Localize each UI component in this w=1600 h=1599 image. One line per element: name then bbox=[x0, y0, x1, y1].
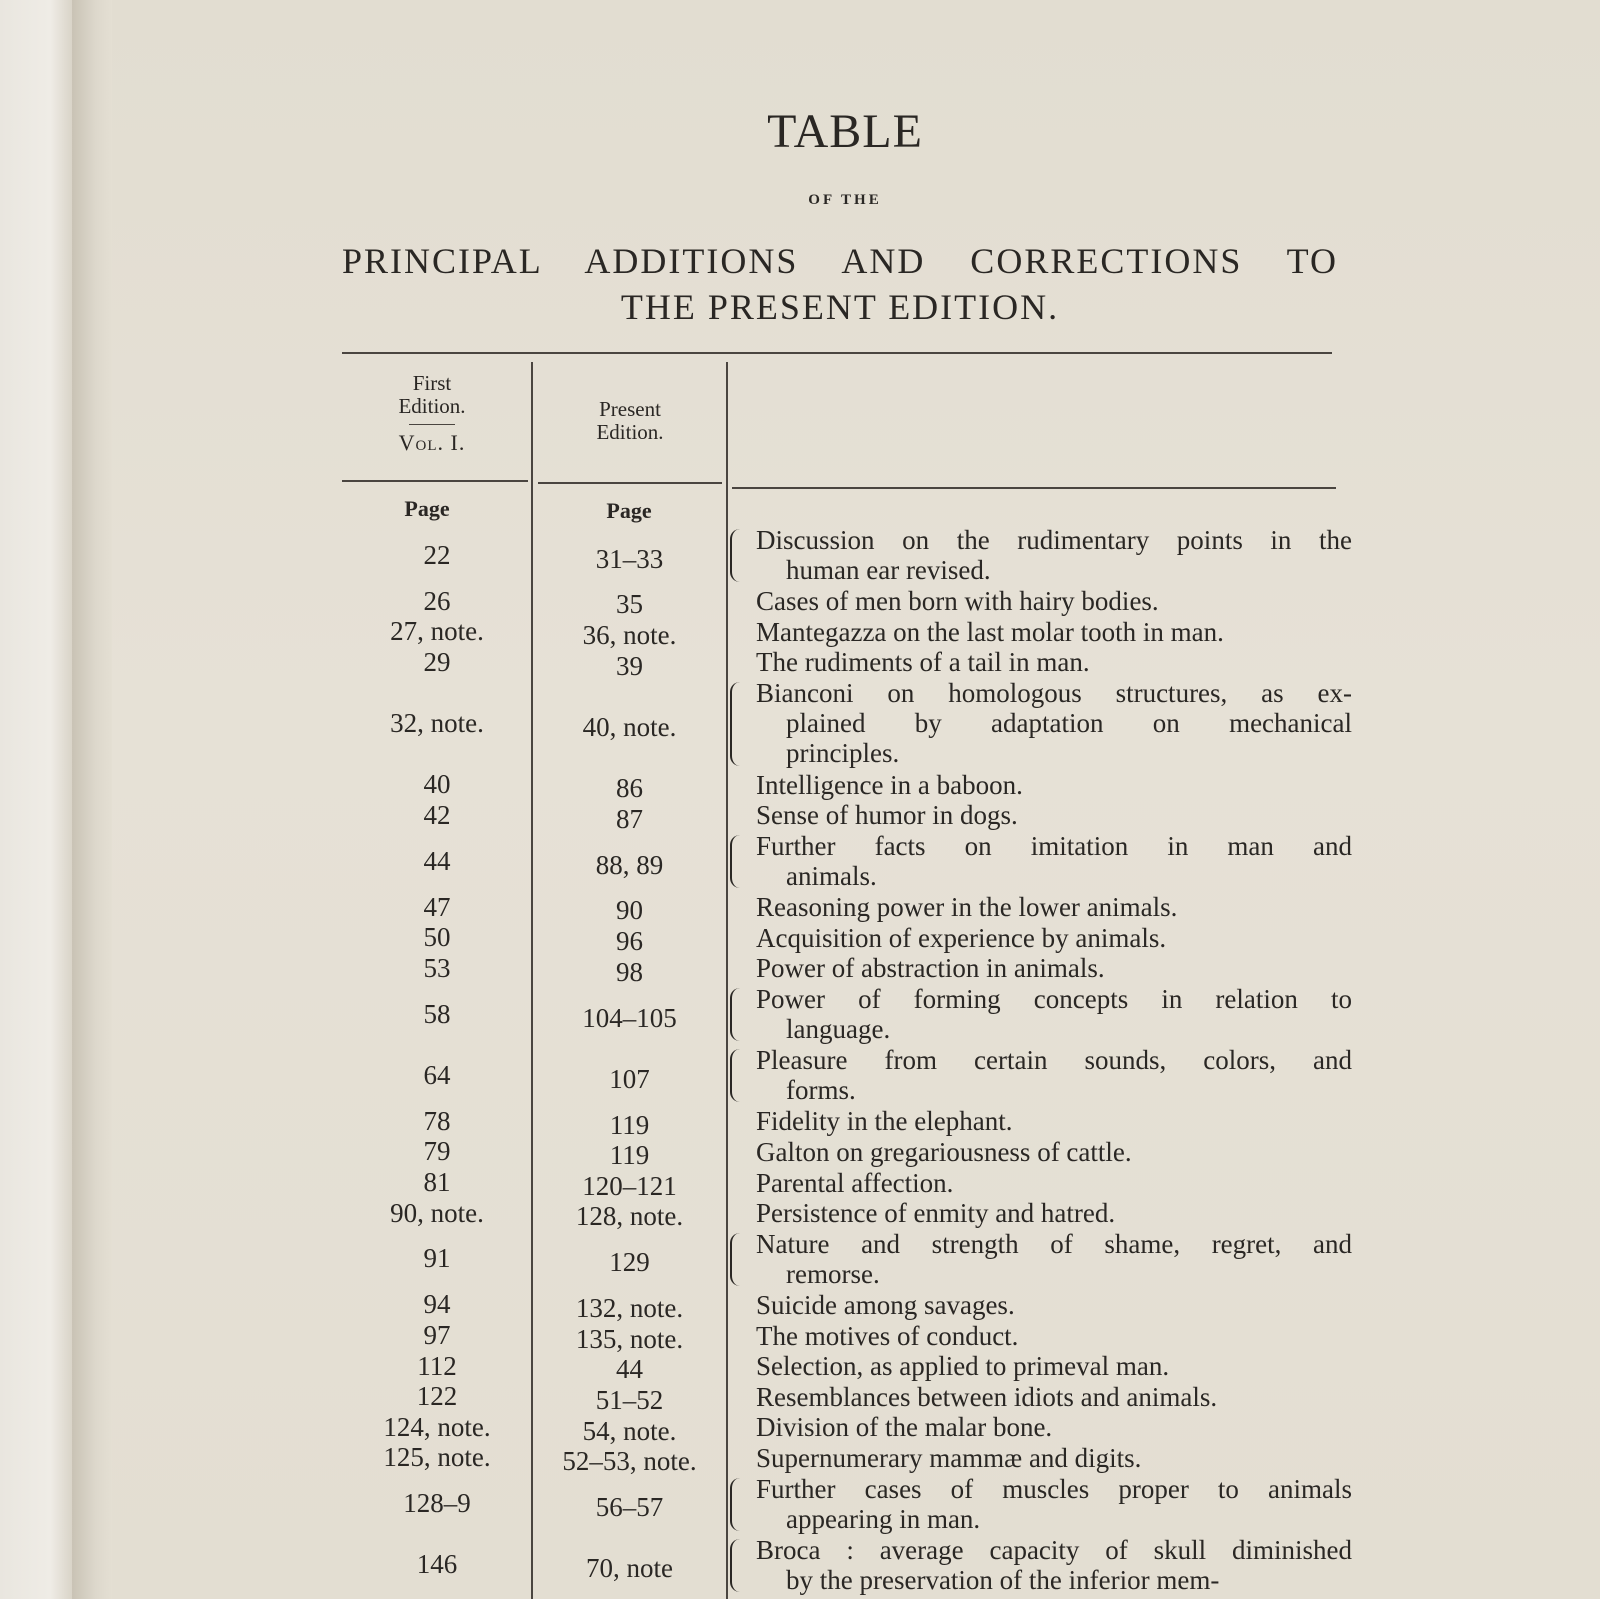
header-rule-1 bbox=[342, 480, 528, 482]
entry-description bbox=[756, 525, 1352, 585]
entry-description bbox=[756, 1443, 1352, 1473]
present-edition-label: Present Edition. bbox=[596, 397, 664, 444]
description-line: Parental affection. bbox=[756, 1167, 954, 1198]
description-line: appearing in man. bbox=[786, 1503, 981, 1534]
first-edition-page: 44 bbox=[423, 845, 451, 876]
present-edition-page: 70, note bbox=[586, 1553, 673, 1584]
table-row bbox=[342, 1105, 1352, 1140]
table-row bbox=[342, 525, 1352, 586]
description-line: Acquisition of experience by animals. bbox=[756, 922, 1167, 953]
entry-description bbox=[756, 647, 1352, 677]
first-edition-page: 97 bbox=[423, 1319, 451, 1350]
title-connector: OF THE bbox=[808, 192, 882, 208]
first-edition-page: 79 bbox=[423, 1136, 451, 1167]
description-line: Selection, as applied to primeval man. bbox=[756, 1351, 1170, 1382]
description-line: Power of forming concepts in relation to bbox=[756, 984, 1352, 1014]
first-edition-page: 64 bbox=[423, 1059, 451, 1090]
description-line: Sense of humor in dogs. bbox=[756, 800, 1018, 831]
description-line: The motives of conduct. bbox=[756, 1320, 1019, 1351]
first-edition-page: 122 bbox=[416, 1381, 458, 1412]
brace-icon bbox=[730, 1233, 746, 1286]
table-row bbox=[342, 1229, 1352, 1290]
entry-description bbox=[756, 770, 1352, 800]
entry-description bbox=[756, 1474, 1352, 1534]
description-line: Further cases of muscles proper to animals bbox=[756, 1473, 1352, 1504]
description-line: animals. bbox=[786, 861, 877, 891]
entry-description bbox=[756, 1106, 1352, 1136]
table-row bbox=[342, 678, 1352, 770]
table-row bbox=[342, 1350, 1352, 1385]
entry-description bbox=[756, 800, 1352, 830]
present-edition-page: 119 bbox=[609, 1140, 650, 1171]
page-header-present: Page bbox=[606, 498, 652, 523]
entry-description bbox=[756, 1535, 1352, 1595]
table-row bbox=[342, 922, 1352, 957]
first-edition-header bbox=[352, 372, 512, 454]
first-edition-page: 125, note. bbox=[383, 1442, 491, 1473]
entry-description bbox=[756, 831, 1352, 891]
entry-description bbox=[756, 678, 1352, 768]
entry-description bbox=[756, 1321, 1352, 1351]
entry-description bbox=[756, 1137, 1352, 1167]
first-edition-page: 81 bbox=[423, 1166, 451, 1197]
description-line: Intelligence in a baboon. bbox=[756, 769, 1023, 800]
description-line: language. bbox=[786, 1014, 891, 1044]
table-row bbox=[342, 1411, 1352, 1446]
table-row bbox=[342, 769, 1352, 804]
brace-icon bbox=[730, 1539, 746, 1592]
brace-icon bbox=[730, 1049, 746, 1102]
entry-description bbox=[756, 984, 1352, 1044]
entry-description bbox=[756, 892, 1352, 922]
present-edition-page: 87 bbox=[616, 803, 643, 834]
present-edition-page: 40, note. bbox=[582, 711, 677, 742]
first-edition-page: 91 bbox=[423, 1243, 451, 1274]
present-edition-page: 54, note. bbox=[582, 1415, 677, 1446]
description-line: Division of the malar bone. bbox=[756, 1412, 1053, 1443]
brace-icon bbox=[730, 988, 746, 1041]
entry-description bbox=[756, 1290, 1352, 1320]
present-edition-page: 90 bbox=[616, 895, 643, 926]
header-rule-2 bbox=[538, 482, 722, 484]
first-edition-page: 112 bbox=[417, 1350, 457, 1381]
brace-icon bbox=[730, 835, 746, 888]
present-edition-page: 128, note. bbox=[575, 1201, 684, 1232]
first-edition-page: 50 bbox=[423, 922, 451, 953]
present-edition-page: 120–121 bbox=[582, 1170, 677, 1201]
first-edition-page: 53 bbox=[423, 952, 451, 983]
description-line: Broca : average capacity of skull diminished bbox=[756, 1534, 1352, 1565]
page-title: TABLE bbox=[767, 105, 923, 158]
table-row bbox=[342, 1321, 1352, 1352]
entry-description bbox=[756, 1045, 1352, 1105]
present-edition-header bbox=[560, 398, 700, 444]
present-edition-page: 119 bbox=[609, 1109, 650, 1140]
top-rule bbox=[342, 352, 1332, 354]
table-row bbox=[342, 646, 1352, 681]
entry-description bbox=[756, 1351, 1352, 1381]
brace-icon bbox=[730, 1478, 746, 1531]
brace-icon bbox=[730, 529, 746, 582]
description-line: Cases of men born with hairy bodies. bbox=[756, 586, 1159, 617]
present-edition-page: 96 bbox=[616, 926, 643, 957]
first-edition-page: 124, note. bbox=[383, 1411, 491, 1442]
table-row bbox=[342, 984, 1352, 1045]
table-row bbox=[342, 1168, 1352, 1199]
brace-icon bbox=[730, 682, 746, 766]
entry-description bbox=[756, 1229, 1352, 1289]
page-header-first: Page bbox=[404, 496, 450, 521]
table-row bbox=[342, 616, 1352, 651]
present-edition-page: 104–105 bbox=[582, 1002, 677, 1033]
description-line: Suicide among savages. bbox=[756, 1290, 1015, 1320]
description-line: Further facts on imitation in man and bbox=[756, 831, 1352, 861]
present-edition-page: 31–33 bbox=[595, 543, 664, 574]
present-edition-page: 56–57 bbox=[595, 1492, 664, 1523]
header-small-rule bbox=[409, 424, 455, 425]
description-line: Persistence of enmity and hatred. bbox=[756, 1198, 1116, 1229]
first-edition-page: 27, note. bbox=[390, 616, 484, 647]
first-edition-page: 146 bbox=[416, 1549, 458, 1580]
entry-description bbox=[756, 1198, 1352, 1228]
first-edition-page: 26 bbox=[423, 585, 451, 616]
first-edition-page: 90, note. bbox=[390, 1197, 484, 1228]
first-edition-page: 47 bbox=[423, 891, 451, 922]
table-row bbox=[342, 1045, 1352, 1106]
table-row bbox=[342, 1197, 1352, 1232]
entry-description bbox=[756, 1412, 1352, 1442]
entry-description bbox=[756, 953, 1352, 983]
table-row bbox=[342, 1136, 1352, 1171]
description-line: human ear revised. bbox=[786, 555, 991, 585]
description-line: Reasoning power in the lower animals. bbox=[756, 892, 1178, 923]
entry-description bbox=[756, 1168, 1352, 1198]
present-edition-page: 132, note. bbox=[575, 1293, 684, 1324]
entry-description bbox=[756, 617, 1352, 647]
description-line: Power of abstraction in animals. bbox=[756, 953, 1105, 984]
present-edition-page: 35 bbox=[616, 589, 643, 620]
description-line: forms. bbox=[786, 1075, 856, 1106]
table-row bbox=[342, 1381, 1352, 1416]
present-edition-page: 135, note. bbox=[575, 1323, 684, 1354]
description-line: Bianconi on homologous structures, as ex- bbox=[756, 678, 1352, 708]
table-row bbox=[342, 831, 1352, 892]
table-row bbox=[342, 952, 1352, 987]
description-line: Discussion on the rudimentary points in the bbox=[756, 525, 1352, 555]
first-edition-page: 128–9 bbox=[403, 1488, 471, 1519]
first-edition-page: 78 bbox=[423, 1105, 451, 1136]
table-row bbox=[342, 1535, 1352, 1596]
first-edition-page: 42 bbox=[423, 799, 451, 830]
facing-page-edge bbox=[0, 0, 72, 1599]
description-line: Fidelity in the elephant. bbox=[756, 1106, 1013, 1137]
description-line: plained by adaptation on mechanical bbox=[786, 708, 1352, 738]
first-edition-page: 40 bbox=[423, 769, 451, 800]
description-line: by the preservation of the inferior mem- bbox=[786, 1564, 1220, 1595]
first-edition-page: 29 bbox=[423, 646, 451, 677]
present-edition-page: 98 bbox=[616, 956, 643, 987]
book-gutter bbox=[72, 0, 112, 1599]
first-edition-page: 94 bbox=[423, 1289, 451, 1320]
present-edition-page: 39 bbox=[616, 650, 643, 681]
present-edition-page: 88, 89 bbox=[595, 849, 664, 880]
heading-line-1: PRINCIPAL ADDITIONS AND CORRECTIONS TO bbox=[342, 241, 1338, 281]
table-row bbox=[342, 1474, 1352, 1535]
present-edition-page: 44 bbox=[616, 1354, 643, 1385]
table-row bbox=[342, 891, 1352, 926]
description-line: Supernumerary mammæ and digits. bbox=[756, 1443, 1142, 1473]
present-edition-page: 86 bbox=[616, 773, 643, 804]
present-edition-page: 107 bbox=[609, 1063, 650, 1094]
table-row bbox=[342, 1289, 1352, 1324]
heading-line-2: THE PRESENT EDITION. bbox=[620, 287, 1060, 327]
first-edition-label: First Edition. bbox=[398, 371, 466, 418]
description-line: The rudiments of a tail in man. bbox=[756, 647, 1090, 678]
present-edition-page: 52–53, note. bbox=[562, 1446, 697, 1477]
present-edition-page: 129 bbox=[609, 1247, 650, 1278]
first-edition-page: 22 bbox=[423, 539, 451, 570]
entry-description bbox=[756, 1382, 1352, 1412]
table-row bbox=[342, 799, 1352, 834]
table-row bbox=[342, 1442, 1352, 1477]
description-line: principles. bbox=[786, 738, 900, 768]
description-line: remorse. bbox=[786, 1258, 880, 1289]
header-rule-3 bbox=[732, 487, 1336, 489]
description-line: Galton on gregariousness of cattle. bbox=[756, 1137, 1132, 1167]
first-edition-page: 58 bbox=[423, 998, 451, 1029]
description-line: Pleasure from certain sounds, colors, and bbox=[756, 1045, 1352, 1076]
volume-label: Vol. I. bbox=[398, 430, 466, 455]
description-line: Mantegazza on the last molar tooth in man. bbox=[756, 616, 1224, 647]
entry-description bbox=[756, 923, 1352, 953]
description-line: Nature and strength of shame, regret, and bbox=[756, 1228, 1352, 1259]
present-edition-page: 36, note. bbox=[582, 620, 677, 651]
first-edition-page: 32, note. bbox=[390, 707, 484, 738]
present-edition-page: 51–52 bbox=[595, 1385, 664, 1416]
entry-description bbox=[756, 586, 1352, 616]
description-line: Resemblances between idiots and animals. bbox=[756, 1381, 1218, 1412]
table-row bbox=[342, 585, 1352, 620]
